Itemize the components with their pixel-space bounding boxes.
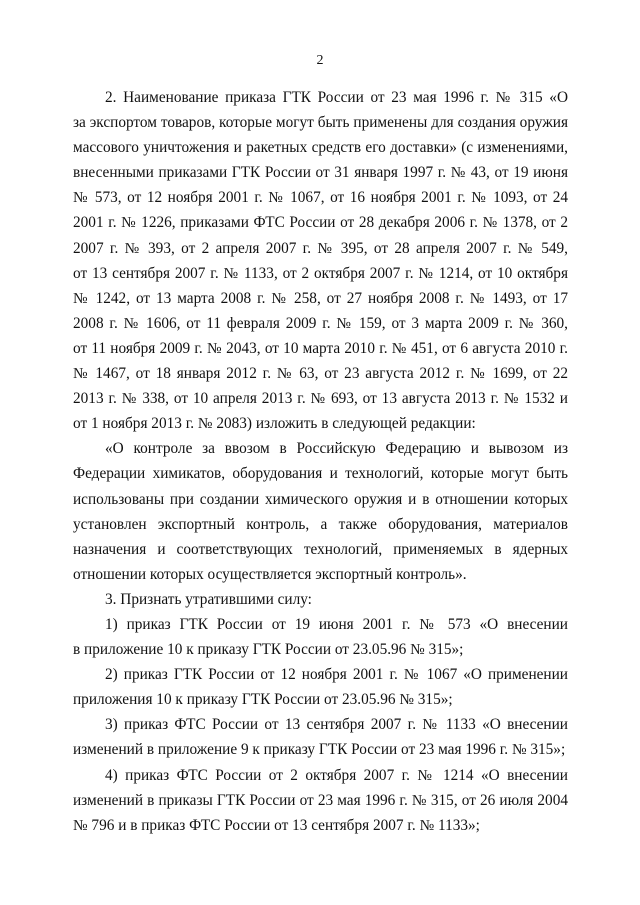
- text-line: № 796 и в приказ ФТС России от 13 сентября 2007 г. № 1133»;: [73, 816, 480, 834]
- text-line: изменений в приказы ГТК России от 23 мая 1996 г. № 315, от 26 июля 2004: [73, 791, 568, 809]
- text-line: 2007 г. № 393, от 2 апреля 2007 г. № 395, от 28 апреля 2007 г. № 549,: [73, 239, 568, 257]
- text-line: от 11 ноября 2009 г. № 2043, от 10 марта 2010 г. № 451, от 6 августа 2010 г.: [73, 339, 568, 357]
- text-line: 3) приказ ФТС России от 13 сентября 2007 г. № 1133 «О внесении: [105, 716, 568, 734]
- text-line: 1) приказ ГТК России от 19 июня 2001 г. № 573 «О внесении: [105, 615, 568, 633]
- text-line: приложения 10 к приказу ГТК России от 23.05.96 № 315»;: [73, 691, 453, 709]
- text-line: 2) приказ ГТК России от 12 ноября 2001 г. № 1067 «О применении: [105, 666, 568, 684]
- text-line: назначения и соответствующих технологий, применяемых в ядерных: [73, 540, 568, 558]
- text-line: внесенными приказами ГТК России от 31 января 1997 г. № 43, от 19 июня: [73, 164, 568, 182]
- paragraph-new-title: [73, 436, 568, 587]
- list-item-2: [73, 662, 568, 712]
- text-line: 2. Наименование приказа ГТК России от 23 мая 1996 г. № 315 «О: [105, 89, 568, 106]
- text-line: за экспортом товаров, которые могут быть применены для создания оружия: [73, 114, 568, 132]
- text-line: Федерации химикатов, оборудования и технологий, которые могут быть: [73, 465, 568, 483]
- list-item-4: [73, 763, 568, 838]
- list-item-1: [73, 612, 568, 662]
- text-line: 2008 г. № 1606, от 11 февраля 2009 г. № 159, от 3 марта 2009 г. № 360,: [73, 314, 568, 332]
- text-line: установлен экспортный контроль, а также оборудования, материалов: [73, 515, 568, 533]
- text-line: использованы при создании химического оружия и в отношении которых: [73, 490, 568, 508]
- paragraph-3-repeal: [73, 587, 568, 612]
- text-line: 3. Признать утратившими силу:: [105, 590, 312, 608]
- text-line: 2013 г. № 338, от 10 апреля 2013 г. № 693, от 13 августа 2013 г. № 1532 и: [73, 390, 568, 408]
- text-line: в приложение 10 к приказу ГТК России от 23.05.96 № 315»;: [73, 641, 464, 659]
- text-line: № 1242, от 13 марта 2008 г. № 258, от 27 ноября 2008 г. № 1493, от 17: [73, 289, 568, 307]
- text-line: от 1 ноября 2013 г. № 2083) изложить в следующей редакции:: [73, 415, 476, 433]
- text-line: № 573, от 12 ноября 2001 г. № 1067, от 16 ноября 2001 г. № 1093, от 24: [73, 189, 568, 207]
- text-line: массового уничтожения и ракетных средств его доставки» (с изменениями,: [73, 139, 568, 157]
- text-line: 4) приказ ФТС России от 2 октября 2007 г. № 1214 «О внесении: [105, 766, 568, 784]
- list-item-3: [73, 712, 568, 762]
- text-line: отношении которых осуществляется экспортный контроль».: [73, 565, 467, 583]
- text-line: от 13 сентября 2007 г. № 1133, от 2 октября 2007 г. № 1214, от 10 октября: [73, 264, 568, 282]
- text-line: 2001 г. № 1226, приказами ФТС России от 28 декабря 2006 г. № 1378, от 2: [73, 214, 568, 232]
- document-body: [73, 85, 568, 838]
- page-number: 2: [316, 53, 324, 68]
- text-line: № 1467, от 18 января 2012 г. № 63, от 23 августа 2012 г. № 1699, от 22: [73, 365, 568, 383]
- text-line: «О контроле за ввозом в Российскую Федерацию и вывозом из: [105, 440, 568, 458]
- paragraph-2-rename-order: [73, 85, 568, 436]
- text-line: изменений в приложение 9 к приказу ГТК России от 23 мая 1996 г. № 315»;: [73, 741, 566, 759]
